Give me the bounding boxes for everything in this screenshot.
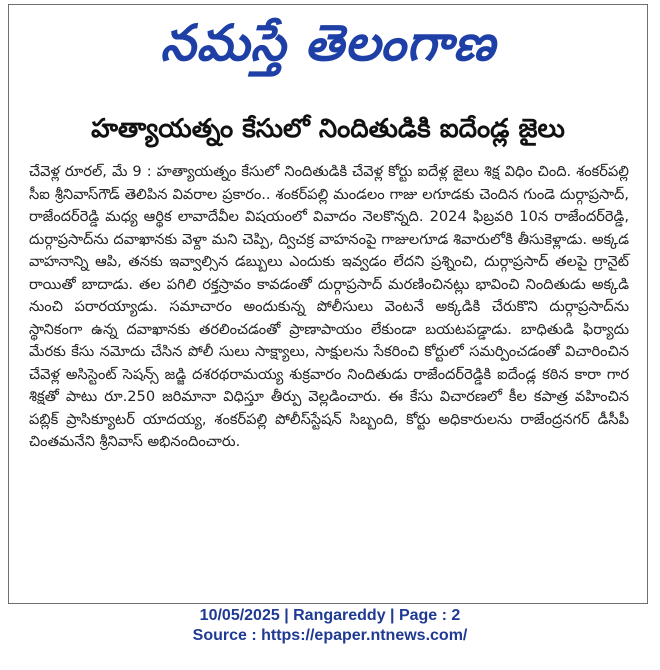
source-link[interactable]: Source : https://epaper.ntnews.com/ xyxy=(192,627,468,644)
article-body: చేవెళ్ల రూరల్, మే 9 : హత్యాయత్నం కేసులో నిందితుడికి చేవెళ్ల కోర్టు ఐదేళ్ల జైలు శిక్ష విధిం చింది. శంకర్‌పల్లి సీఐ శ్రీనివాస్‌గౌడ్ తెలిపిన వివరాల ప్రకారం.. శంకర్‌పల్లి మండలం గాజు లగూడకు చెందిన గుండె దుర్గాప్రసాద్, రాజేందర్‌రెడ్డి మధ్య ఆర్థిక లావాదేవీల విషయంలో వివాదం నెలకొన్నది. 2024 ఫిబ్రవరి 10న రాజేందర్‌రెడ్డి, దుర్గాప్రసాద్‌ను దవాఖానకు వెళ్దా మని చెప్పి, ద్విచక్ర వాహనంపై గాజులగూడ శివారులోకి తీసుకెళ్లాడు. అక్కడ వాహనాన్ని ఆపి, తనకు ఇవ్వాల్సిన డబ్బులు ఎందుకు ఇవ్వడం లేదని ప్రశ్నించి, దుర్గాప్రసాద్ తలపై గ్రానైట్ రాయితో బాదాడు. తల పగిలి రక్తస్రావం కావడంతో దుర్గాప్రసాద్ మరణించినట్లు భావించి నిందితుడు అక్కడి నుంచి పరారయ్యాడు. సమాచారం అందుకున్న పోలీసులు వెంటనే అక్కడికి చేరుకొని దుర్గాప్రసాద్‌ను స్థానికంగా ఉన్న దవాఖానకు తరలించడంతో ప్రాణాపాయం లేకుండా బయటపడ్డాడు. బాధితుడి ఫిర్యాదు మేరకు కేసు నమోదు చేసిన పోలీ సులు సాక్ష్యాలు, సాక్షులను సేకరించి కోర్టులో సమర్పించడంతో విచారించిన చేవెళ్ల అసిస్టెంట్ సెషన్స్ జడ్జి దశరథరామయ్య శుక్రవారం నిందితుడు రాజేందర్‌రెడ్డికి ఐదేండ్ల కఠిన కారా గార శిక్షతో పాటు రూ.250 జరిమానా విధిస్తూ తీర్పు వెల్లడించారు. ఈ కేసు విచారణలో కీల కపాత్ర వహించిన పబ్లిక్ ప్రాసిక్యూటర్ యాదయ్య, శంకర్‌పల్లి పోలీస్‌స్టేషన్ సిబ్బంది, కోర్టు అధికారులను రాజేంద్రనగర్ డీసీపీ చింతమనేని శ్రీనివాస్ అభినందించారు. xyxy=(29,163,629,450)
newspaper-masthead xyxy=(9,11,647,75)
edition-info: 10/05/2025 | Rangareddy | Page : 2 xyxy=(199,607,461,624)
clipping-footer xyxy=(0,606,660,646)
masthead-title: నమస్తే తెలంగాణ xyxy=(160,14,496,72)
article-headline: హత్యాయత్నం కేసులో నిందితుడికి ఐదేండ్ల జైలు xyxy=(91,114,565,144)
article-clipping xyxy=(8,4,648,604)
